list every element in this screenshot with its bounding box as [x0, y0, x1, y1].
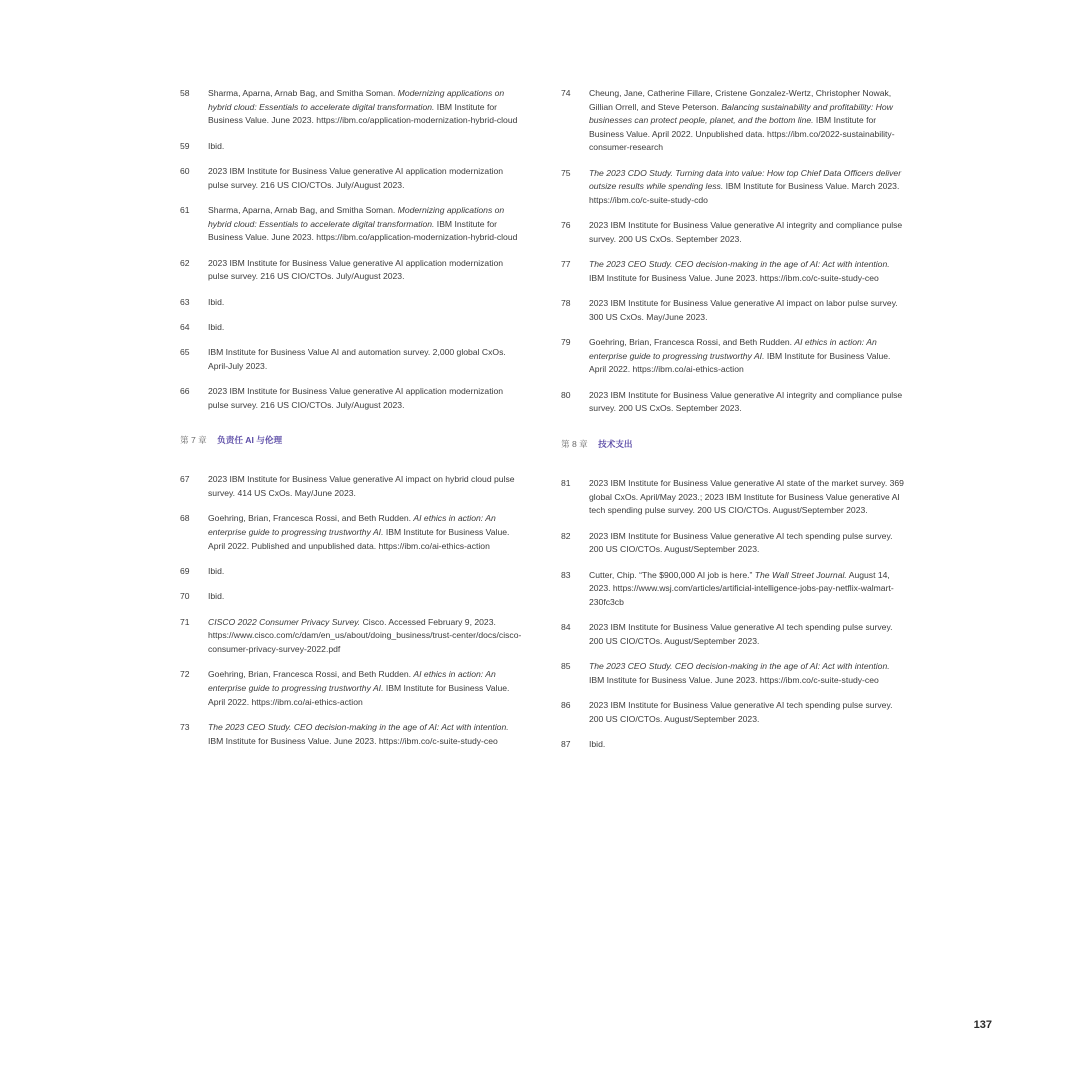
citation-text: 2023 IBM Institute for Business Value generative AI tech spending pulse survey. 200 US CIO/CTOs. August/September 2023.: [589, 622, 893, 646]
endnote-number: 79: [561, 337, 571, 348]
endnote-entry: [180, 346, 525, 373]
citation-text: IBM Institute for Business Value. April 2022. Published and unpublished data. https://ibm.co/ai-ethics-action: [208, 527, 510, 551]
endnote-number: 75: [561, 167, 571, 178]
endnote-number: 70: [180, 591, 190, 602]
endnote-text: [208, 204, 525, 245]
endnote-text: [589, 258, 906, 285]
endnote-entry: [180, 565, 525, 579]
endnote-text: [208, 257, 525, 284]
citation-text: Ibid.: [208, 140, 225, 151]
endnote-number: 80: [561, 389, 571, 400]
citation-text: Goehring, Brian, Francesca Rossi, and Beth Rudden.: [589, 337, 795, 348]
endnote-text: [589, 699, 906, 726]
citation-text: Ibid.: [208, 296, 225, 307]
endnote-text: [208, 165, 525, 192]
endnote-number: 59: [180, 140, 190, 151]
endnote-number: 68: [180, 513, 190, 524]
endnote-number: 71: [180, 616, 190, 627]
endnote-number: 81: [561, 478, 571, 489]
endnote-entry: [561, 621, 906, 648]
citation-text: IBM Institute for Business Value. June 2023. https://ibm.co/application-modernization-hybrid-cloud: [208, 218, 518, 243]
citation-text: Cheung, Jane, Catherine Fillare, Cristene Gonzalez-Wertz, Christopher Nowak, Gillian Orrell, and Steve Peterson.: [589, 88, 892, 112]
endnote-text: [589, 738, 906, 752]
citation-text: 2023 IBM Institute for Business Value generative AI application modernization pulse survey. 216 US CIO/CTOs. July/August 2023.: [208, 386, 504, 410]
endnote-text: [589, 389, 906, 416]
endnote-entry: [180, 257, 525, 284]
endnote-entry: [561, 389, 906, 416]
endnote-entry: [561, 660, 906, 687]
citation-text: 2023 IBM Institute for Business Value generative AI application modernization pulse survey. 216 US CIO/CTOs. July/August 2023.: [208, 165, 504, 190]
endnote-entry: [561, 297, 906, 324]
chapter-heading: [180, 434, 525, 447]
endnote-entry: [561, 477, 906, 518]
endnote-entry: [180, 321, 525, 335]
endnote-entry: [180, 204, 525, 245]
endnote-text: [208, 296, 525, 310]
endnote-entry: [180, 512, 525, 553]
chapter-number: 第 8 章: [561, 439, 588, 450]
endnote-number: 78: [561, 298, 571, 309]
endnote-list: [561, 87, 906, 416]
citation-text: IBM Institute for Business Value. March 2023. https://ibm.co/c-suite-study-cdo: [589, 181, 900, 205]
endnote-text: [208, 512, 525, 553]
endnote-text: [589, 87, 906, 155]
citation-text: Ibid.: [589, 739, 606, 750]
citation-title: The 2023 CEO Study. CEO decision-making in the age of AI: Act with intention.: [589, 259, 890, 270]
citation-text: IBM Institute for Business Value. June 2023. https://ibm.co/c-suite-study-ceo: [208, 735, 498, 746]
endnote-entry: [180, 616, 525, 657]
citation-text: Ibid.: [208, 566, 225, 577]
citation-text: 2023 IBM Institute for Business Value generative AI integrity and compliance pulse survey. 200 US CxOs. September 2023.: [589, 389, 903, 414]
endnote-entry: [561, 219, 906, 246]
endnote-text: [208, 385, 525, 412]
citation-title: AI ethics in action: An enterprise guide to progressing trustworthy AI.: [589, 337, 877, 361]
citation-text: 2023 IBM Institute for Business Value generative AI state of the market survey. 369 global CxOs. April/May 2023.; 2023 IBM Institute for Business Value generative AI tech spending pulse survey. 200 US CIO/CTOs. August/September 2023.: [589, 478, 904, 516]
endnote-entry: [180, 721, 525, 748]
endnote-text: [208, 473, 525, 500]
citation-title: Modernizing applications on hybrid cloud: Essentials to accelerate digital transformation.: [208, 88, 505, 112]
endnote-entry: [561, 258, 906, 285]
endnote-text: [208, 140, 525, 154]
endnote-number: 66: [180, 386, 190, 397]
endnote-number: 62: [180, 257, 190, 268]
citation-text: IBM Institute for Business Value AI and automation survey. 2,000 global CxOs. April-July 2023.: [208, 347, 506, 371]
endnote-text: [208, 321, 525, 335]
endnote-number: 84: [561, 622, 571, 633]
endnote-number: 73: [180, 721, 190, 732]
citation-text: Goehring, Brian, Francesca Rossi, and Beth Rudden.: [208, 669, 414, 680]
endnote-text: [208, 565, 525, 579]
citation-title: The 2023 CEO Study. CEO decision-making in the age of AI: Act with intention.: [589, 661, 890, 672]
endnote-number: 83: [561, 569, 571, 580]
endnote-entry: [561, 738, 906, 752]
citation-title: The 2023 CDO Study. Turning data into value: How top Chief Data Officers deliver outsize results while spending less.: [589, 167, 902, 192]
endnote-list: [180, 473, 525, 748]
citation-title: The Wall Street Journal.: [754, 569, 847, 580]
endnote-entry: [180, 668, 525, 709]
endnote-entry: [180, 165, 525, 192]
citation-text: IBM Institute for Business Value. June 2023. https://ibm.co/c-suite-study-ceo: [589, 674, 879, 685]
endnote-number: 63: [180, 296, 190, 307]
endnote-number: 60: [180, 165, 190, 176]
endnote-entry: [180, 590, 525, 604]
endnote-text: [589, 477, 906, 518]
citation-text: Ibid.: [208, 591, 225, 602]
citation-text: IBM Institute for Business Value. April 2022. https://ibm.co/ai-ethics-action: [208, 682, 510, 707]
citation-text: 2023 IBM Institute for Business Value generative AI impact on hybrid cloud pulse survey. 414 US CxOs. May/June 2023.: [208, 474, 515, 499]
citation-text: Sharma, Aparna, Arnab Bag, and Smitha Soman.: [208, 88, 398, 98]
endnote-text: [208, 590, 525, 604]
endnote-entry: [561, 87, 906, 155]
endnote-entry: [561, 167, 906, 208]
right-column: [561, 87, 906, 764]
citation-text: Ibid.: [208, 321, 225, 332]
endnote-list: [561, 477, 906, 752]
endnote-entry: [561, 699, 906, 726]
citation-title: AI ethics in action: An enterprise guide to progressing trustworthy AI.: [208, 669, 496, 693]
endnote-text: [208, 616, 525, 657]
chapter-title: 技术支出: [598, 439, 633, 450]
endnote-text: [589, 297, 906, 324]
endnote-number: 67: [180, 474, 190, 485]
endnote-text: [208, 346, 525, 373]
endnote-number: 61: [180, 204, 190, 215]
endnote-list: [180, 87, 525, 412]
endnote-text: [589, 621, 906, 648]
chapter-title: 负责任 AI 与伦理: [217, 435, 283, 446]
endnote-text: [589, 660, 906, 687]
endnote-number: 72: [180, 669, 190, 680]
endnote-text: [589, 336, 906, 377]
endnote-text: [208, 87, 525, 128]
citation-title: The 2023 CEO Study. CEO decision-making in the age of AI: Act with intention.: [208, 721, 509, 732]
endnote-number: 76: [561, 220, 571, 231]
chapter-heading: [561, 438, 906, 451]
chapter-number: 第 7 章: [180, 435, 207, 446]
endnote-number: 82: [561, 530, 571, 541]
citation-text: August 14, 2023. https://www.wsj.com/articles/artificial-intelligence-jobs-pay-netflix-walmart-230fc3cb: [589, 569, 894, 607]
endnote-entry: [561, 336, 906, 377]
endnote-number: 87: [561, 739, 571, 750]
citation-text: Sharma, Aparna, Arnab Bag, and Smitha Soman.: [208, 204, 398, 215]
endnote-number: 69: [180, 566, 190, 577]
endnote-number: 64: [180, 321, 190, 332]
citation-text: Cutter, Chip. “The $900,000 AI job is here.”: [589, 569, 755, 580]
citation-title: Modernizing applications on hybrid cloud: Essentials to accelerate digital transformation.: [208, 204, 505, 229]
endnote-text: [589, 219, 906, 246]
citation-text: IBM Institute for Business Value. April 2022. Unpublished data. https://ibm.co/2022-sustainability-consumer-research: [589, 115, 895, 153]
citation-title: Balancing sustainability and profitability: How businesses can protect people, planet, and the bottom line.: [589, 101, 893, 126]
citation-text: IBM Institute for Business Value. June 2023. https://ibm.co/application-modernization-hybrid-cloud: [208, 101, 518, 126]
endnote-number: 65: [180, 347, 190, 358]
endnote-text: [589, 569, 906, 610]
endnote-entry: [180, 385, 525, 412]
endnote-text: [208, 721, 525, 748]
endnote-entry: [561, 569, 906, 610]
citation-text: 2023 IBM Institute for Business Value generative AI tech spending pulse survey. 200 US CIO/CTOs. August/September 2023.: [589, 700, 893, 724]
endnote-text: [208, 668, 525, 709]
endnote-number: 74: [561, 88, 571, 98]
endnote-entry: [561, 530, 906, 557]
endnote-text: [589, 167, 906, 208]
citation-text: IBM Institute for Business Value. June 2023. https://ibm.co/c-suite-study-ceo: [589, 272, 879, 283]
citation-text: 2023 IBM Institute for Business Value generative AI application modernization pulse survey. 216 US CIO/CTOs. July/August 2023.: [208, 257, 504, 282]
left-column: [180, 87, 525, 760]
endnote-number: 86: [561, 700, 571, 711]
endnote-entry: [180, 473, 525, 500]
endnote-number: 58: [180, 88, 190, 98]
citation-text: 2023 IBM Institute for Business Value generative AI tech spending pulse survey. 200 US CIO/CTOs. August/September 2023.: [589, 530, 893, 555]
endnote-number: 77: [561, 259, 571, 270]
citation-text: Goehring, Brian, Francesca Rossi, and Beth Rudden.: [208, 513, 414, 524]
endnote-entry: [180, 296, 525, 310]
endnote-number: 85: [561, 661, 571, 672]
endnote-entry: [180, 140, 525, 154]
citation-text: IBM Institute for Business Value. April 2022. https://ibm.co/ai-ethics-action: [589, 350, 891, 375]
endnote-entry: [180, 87, 525, 128]
citation-title: AI ethics in action: An enterprise guide to progressing trustworthy AI.: [208, 513, 496, 538]
citation-text: Cisco. Accessed February 9, 2023. https://www.cisco.com/c/dam/en_us/about/doing_business/trust-center/docs/cisco-consumer-privacy-survey-2022.pdf: [208, 616, 522, 654]
citation-text: 2023 IBM Institute for Business Value generative AI impact on labor pulse survey. 300 US CxOs. May/June 2023.: [589, 298, 898, 322]
endnote-text: [589, 530, 906, 557]
citation-title: CISCO 2022 Consumer Privacy Survey.: [208, 616, 361, 627]
citation-text: 2023 IBM Institute for Business Value generative AI integrity and compliance pulse survey. 200 US CxOs. September 2023.: [589, 220, 903, 244]
page-number: 137: [973, 1019, 992, 1031]
